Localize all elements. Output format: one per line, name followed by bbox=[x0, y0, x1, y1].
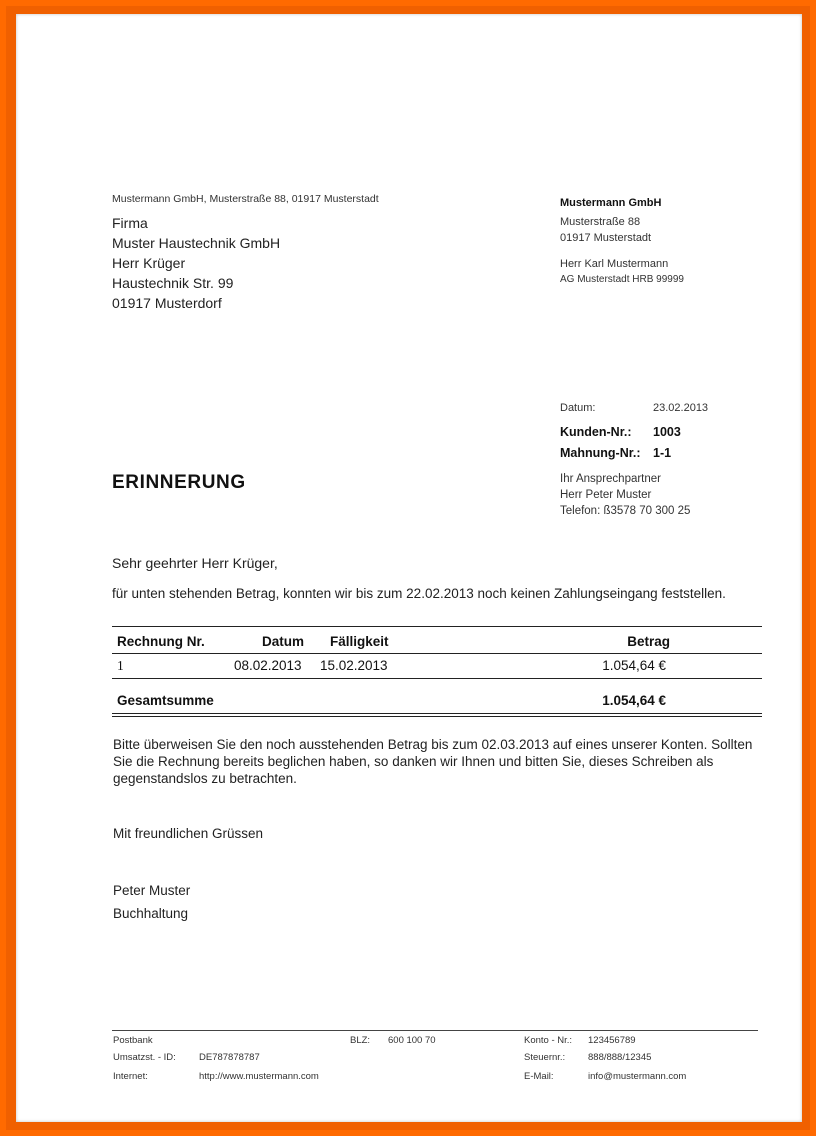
customer-number-label: Kunden-Nr.: bbox=[560, 425, 632, 439]
header-date: Datum bbox=[262, 634, 305, 649]
footer-tax-label: Steuernr.: bbox=[524, 1052, 566, 1063]
footer-account-label: Konto - Nr.: bbox=[524, 1035, 573, 1046]
company-info bbox=[560, 195, 684, 288]
reminder-number-value: 1-1 bbox=[653, 446, 672, 460]
contact-person bbox=[560, 471, 690, 519]
footer-blz-value: 600 100 70 bbox=[388, 1035, 436, 1046]
row-due-date: 15.02.2013 bbox=[320, 658, 388, 673]
recipient-line: Muster Haustechnik GmbH bbox=[112, 235, 281, 251]
payment-request-text: Bitte überweisen Sie den noch ausstehenden Betrag bis zum 02.03.2013 auf eines unserer Konten. Sollten Sie die Rechnung bereits beglichen haben, so danken wir Ihnen und bitten Sie, dieses Schreiben als gegenstandslos zu betrachten. bbox=[113, 737, 753, 786]
recipient-line: Herr Krüger bbox=[112, 255, 186, 271]
sender-return-line: Mustermann GmbH, Musterstraße 88, 01917 Musterstadt bbox=[112, 193, 379, 205]
closing-phrase: Mit freundlichen Grüssen bbox=[113, 826, 264, 841]
contact-name: Herr Peter Muster bbox=[560, 489, 652, 501]
header-amount: Betrag bbox=[627, 634, 670, 649]
company-register: AG Musterstadt HRB 99999 bbox=[560, 274, 684, 285]
footer-email-label: E-Mail: bbox=[524, 1071, 554, 1082]
footer-web-link[interactable]: http://www.mustermann.com bbox=[199, 1071, 319, 1082]
contact-phone: Telefon: ß3578 70 300 25 bbox=[560, 505, 691, 517]
total-label: Gesamtsumme bbox=[117, 693, 214, 708]
recipient-line: 01917 Musterdorf bbox=[112, 295, 222, 311]
signature-department: Buchhaltung bbox=[113, 906, 189, 921]
company-owner: Herr Karl Mustermann bbox=[560, 258, 669, 270]
company-street: Musterstraße 88 bbox=[560, 216, 641, 228]
header-invoice-no: Rechnung Nr. bbox=[117, 634, 205, 649]
row-invoice-no: 1 bbox=[117, 658, 124, 673]
customer-number-value: 1003 bbox=[653, 425, 681, 439]
footer-email-link[interactable]: info@mustermann.com bbox=[588, 1071, 687, 1082]
recipient-line: Haustechnik Str. 99 bbox=[112, 275, 234, 291]
total-value: 1.054,64 € bbox=[602, 693, 666, 708]
company-city: 01917 Musterstadt bbox=[560, 232, 652, 244]
reminder-number-label: Mahnung-Nr.: bbox=[560, 446, 641, 460]
company-name: Mustermann GmbH bbox=[560, 197, 662, 209]
document-title: ERINNERUNG bbox=[112, 472, 246, 493]
signature-name: Peter Muster bbox=[113, 883, 191, 898]
footer-account-value: 123456789 bbox=[588, 1035, 636, 1046]
recipient-line: Firma bbox=[112, 215, 148, 231]
footer-divider bbox=[112, 1030, 758, 1031]
footer-web-label: Internet: bbox=[113, 1071, 148, 1082]
header-due-date: Fälligkeit bbox=[330, 634, 389, 649]
salutation: Sehr geehrter Herr Krüger, bbox=[112, 555, 278, 571]
signature-block bbox=[113, 879, 190, 925]
row-date: 08.02.2013 bbox=[234, 658, 302, 673]
recipient-address bbox=[112, 213, 280, 313]
footer-tax-value: 888/888/12345 bbox=[588, 1052, 652, 1063]
footer-vat-value: DE787878787 bbox=[199, 1052, 260, 1063]
footer-vat-label: Umsatzst. - ID: bbox=[113, 1052, 176, 1063]
date-value: 23.02.2013 bbox=[653, 402, 709, 414]
intro-text: für unten stehenden Betrag, konnten wir bis zum 22.02.2013 noch keinen Zahlungseingang feststellen. bbox=[112, 586, 726, 601]
row-amount: 1.054,64 € bbox=[602, 658, 666, 673]
footer-blz-label: BLZ: bbox=[350, 1035, 371, 1046]
contact-heading: Ihr Ansprechpartner bbox=[560, 473, 662, 485]
footer-bank: Postbank bbox=[113, 1035, 153, 1046]
date-label: Datum: bbox=[560, 402, 596, 414]
